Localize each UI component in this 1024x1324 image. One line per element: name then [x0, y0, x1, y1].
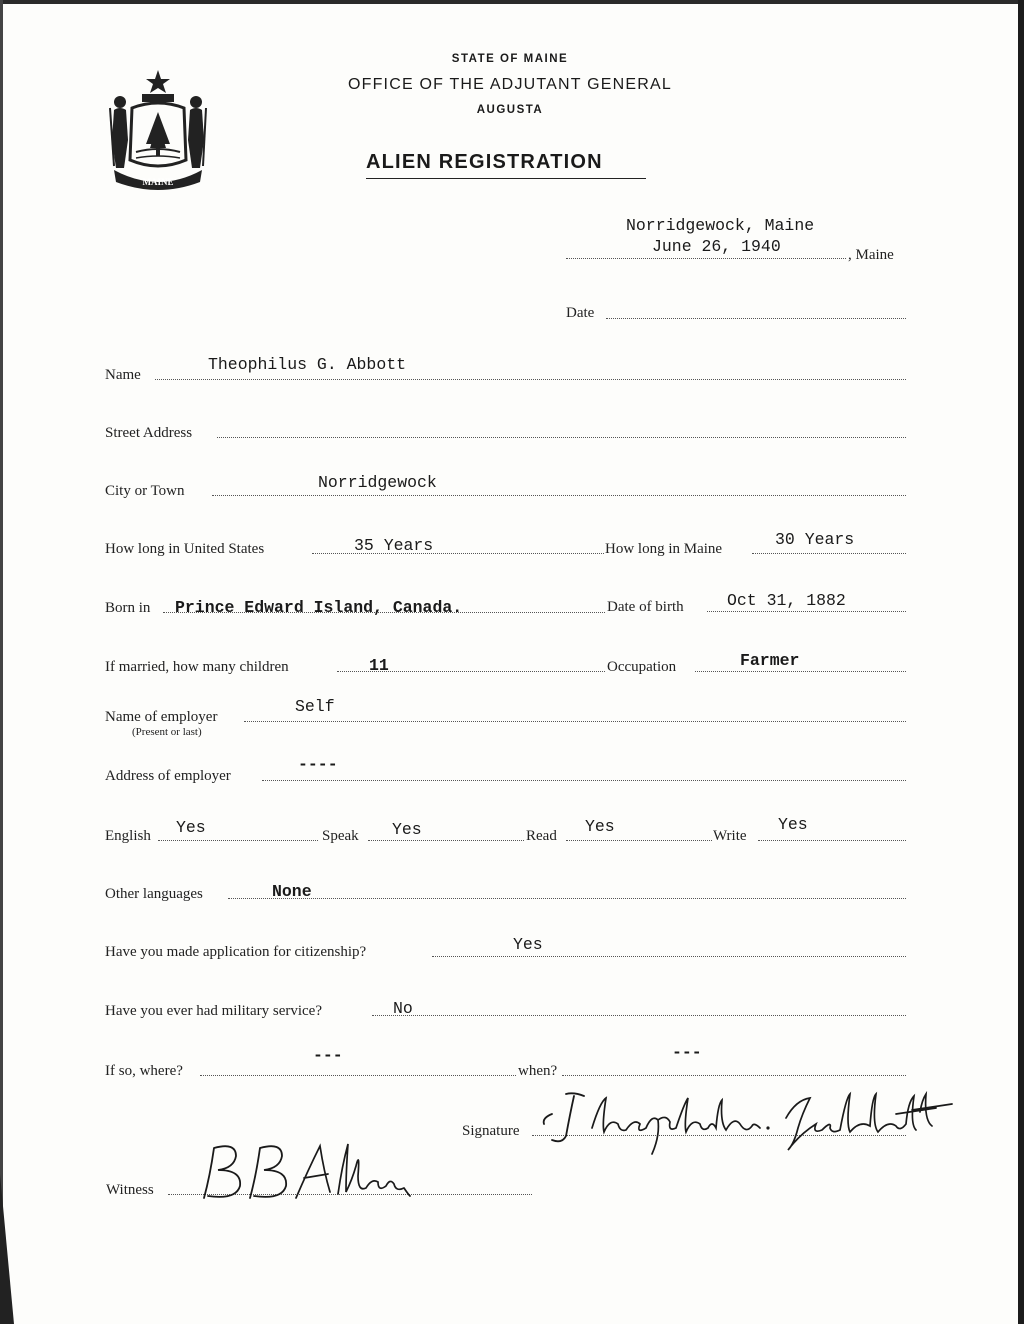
employer-value: Self: [295, 697, 335, 716]
other-languages-line: [228, 898, 906, 899]
place-line: [566, 258, 846, 259]
title-underline: [366, 178, 646, 179]
occupation-label: Occupation: [607, 659, 677, 675]
employer-line: [244, 721, 906, 722]
date-of-birth-line: [707, 611, 906, 612]
date-of-birth-label: Date of birth: [607, 599, 684, 615]
employer-address-line: [262, 780, 906, 781]
street-label: Street Address: [105, 425, 193, 441]
employer-label: Name of employer: [105, 709, 218, 725]
office-heading: OFFICE OF THE ADJUTANT GENERAL: [347, 76, 673, 93]
city-label: City or Town: [105, 483, 185, 499]
write-value: Yes: [778, 815, 808, 834]
scan-edge-left: [0, 0, 3, 1324]
speak-line: [368, 840, 524, 841]
form-title: ALIEN REGISTRATION: [366, 151, 603, 173]
witness-label: Witness: [106, 1182, 154, 1198]
location-typed: Norridgewock, Maine: [626, 216, 815, 235]
where-value: ---: [313, 1046, 343, 1065]
name-label: Name: [105, 367, 141, 383]
write-line: [758, 840, 906, 841]
when-line: [562, 1075, 906, 1076]
where-label: If so, where?: [105, 1063, 183, 1079]
signature-label: Signature: [462, 1123, 520, 1139]
employer-address-value: ----: [298, 755, 338, 774]
applicant-signature-image: [540, 1084, 960, 1160]
name-value: Theophilus G. Abbott: [208, 355, 407, 374]
date-label: Date: [566, 305, 595, 321]
born-in-value: Prince Edward Island, Canada.: [175, 598, 463, 617]
military-label: Have you ever had military service?: [105, 1003, 322, 1019]
children-value: 11: [369, 656, 389, 675]
date-of-birth-value: Oct 31, 1882: [727, 591, 846, 610]
english-label: English: [105, 828, 151, 844]
svg-text:MAINE: MAINE: [142, 177, 174, 187]
children-label: If married, how many children: [105, 659, 289, 675]
date-typed: June 26, 1940: [652, 237, 781, 256]
state-seal-icon: [106, 68, 210, 192]
other-languages-value: None: [272, 882, 312, 901]
born-in-label: Born in: [105, 600, 151, 616]
street-line: [217, 437, 906, 438]
citizenship-label: Have you made application for citizenship?: [105, 944, 367, 960]
where-line: [200, 1075, 516, 1076]
occupation-value: Farmer: [740, 651, 800, 670]
scan-edge-right: [1018, 0, 1024, 1324]
scan-corner: [0, 1174, 14, 1324]
english-value: Yes: [176, 818, 206, 837]
when-label: when?: [518, 1063, 558, 1079]
when-value: ---: [672, 1043, 702, 1062]
city-value: Norridgewock: [318, 473, 437, 492]
other-languages-label: Other languages: [105, 886, 203, 902]
speak-value: Yes: [392, 820, 422, 839]
city-line: [212, 495, 906, 496]
english-line: [158, 840, 318, 841]
how-long-us-value: 35 Years: [354, 536, 434, 555]
write-label: Write: [713, 828, 747, 844]
military-value: No: [393, 999, 413, 1018]
read-line: [566, 840, 712, 841]
military-line: [372, 1015, 906, 1016]
how-long-us-label: How long in United States: [105, 541, 265, 557]
date-line: [606, 318, 906, 319]
employer-address-label: Address of employer: [105, 768, 231, 784]
place-suffix: , Maine: [848, 247, 894, 263]
read-value: Yes: [585, 817, 615, 836]
how-long-maine-value: 30 Years: [775, 530, 855, 549]
how-long-maine-label: How long in Maine: [605, 541, 723, 557]
speak-label: Speak: [322, 828, 359, 844]
read-label: Read: [526, 828, 557, 844]
witness-signature-image: [196, 1136, 426, 1206]
citizenship-line: [432, 956, 906, 957]
city-heading: AUGUSTA: [476, 104, 544, 116]
name-line: [155, 379, 906, 380]
employer-sublabel: (Present or last): [132, 726, 202, 738]
how-long-maine-line: [752, 553, 906, 554]
state-heading: STATE OF MAINE: [451, 53, 569, 65]
occupation-line: [695, 671, 906, 672]
scan-edge-top: [0, 0, 1024, 4]
citizenship-value: Yes: [513, 935, 543, 954]
